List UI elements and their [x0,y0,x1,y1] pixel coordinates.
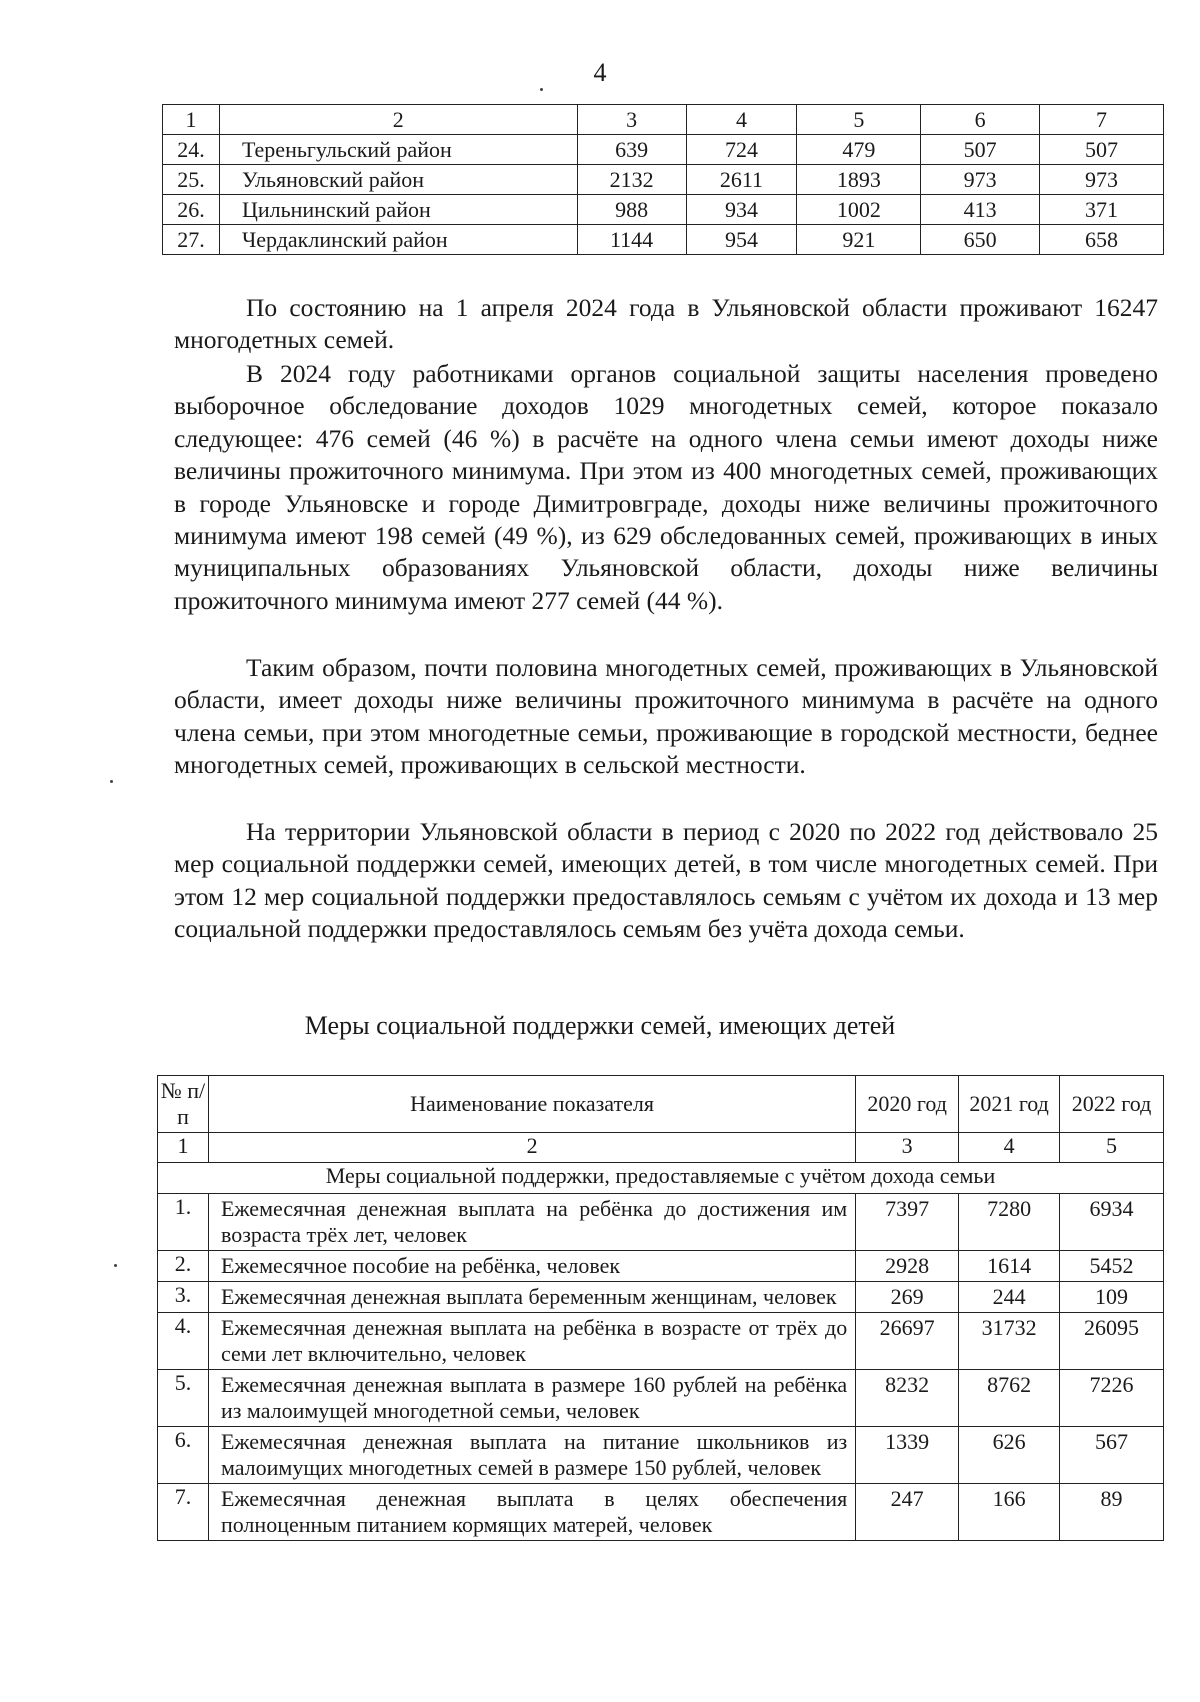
cell-value: 507 [1040,135,1164,165]
cell-value: 724 [686,135,797,165]
cell-value: 1144 [577,225,686,255]
value-2022: 7226 [1060,1370,1164,1427]
row-number: 7. [158,1484,209,1541]
page-number: 4 [593,58,607,87]
cell-value: 934 [686,195,797,225]
value-2022: 6934 [1060,1194,1164,1251]
scan-speck [110,780,113,783]
region-name: Ульяновский район [219,165,577,195]
row-number: 5. [158,1370,209,1427]
table-row [163,225,1164,255]
row-number: 4. [158,1313,209,1370]
value-2022: 89 [1060,1484,1164,1541]
table-row [163,135,1164,165]
cell-value: 413 [921,195,1040,225]
section-title: Меры социальной поддержки, предоставляемые с учётом дохода семьи [158,1163,1164,1194]
paragraph [174,816,1158,946]
row-number: 27. [163,225,220,255]
header-cell: 7 [1040,105,1164,135]
value-2021: 626 [959,1427,1060,1484]
column-number: 5 [1060,1133,1164,1163]
cell-value: 1002 [797,195,921,225]
header-2020: 2020 год [856,1076,959,1133]
table-row [163,165,1164,195]
table-row [158,1282,1164,1313]
paragraph [174,652,1158,782]
regions-table [162,104,1164,255]
measure-name: Ежемесячная денежная выплата в целях обеспечения полноценным питанием кормящих матерей, человек [208,1484,855,1541]
table-row [158,1427,1164,1484]
region-name: Чердаклинский район [219,225,577,255]
cell-value: 973 [921,165,1040,195]
table-row [163,195,1164,225]
value-2022: 109 [1060,1282,1164,1313]
scan-speck [114,1264,117,1267]
paragraph-text: На территории Ульяновской области в период с 2020 по 2022 год действовало 25 мер социальной поддержки семей, имеющих детей, в том числе многодетных семей. При этом 12 мер социальной поддержки предоставлялось семьям с учётом их дохода и 13 мер социальной поддержки предоставлялось семьям без учёта дохода семьи. [174,817,1158,944]
value-2021: 244 [959,1282,1060,1313]
cell-value: 2611 [686,165,797,195]
cell-value: 921 [797,225,921,255]
measure-name: Ежемесячное пособие на ребёнка, человек [208,1251,855,1282]
cell-value: 371 [1040,195,1164,225]
header-cell: 4 [686,105,797,135]
header-cell: 6 [921,105,1040,135]
cell-value: 988 [577,195,686,225]
header-num: № п/п [158,1076,209,1133]
table-row [158,1313,1164,1370]
row-number: 6. [158,1427,209,1484]
value-2020: 8232 [856,1370,959,1427]
column-number: 3 [856,1133,959,1163]
paragraph [174,292,1158,357]
cell-value: 1893 [797,165,921,195]
cell-value: 954 [686,225,797,255]
measure-name: Ежемесячная денежная выплата на питание школьников из малоимущих многодетных семей в размере 150 рублей, человек [208,1427,855,1484]
header-cell: 2 [219,105,577,135]
measure-name: Ежемесячная денежная выплата на ребёнка до достижения им возраста трёх лет, человек [208,1194,855,1251]
header-2022: 2022 год [1060,1076,1164,1133]
table-row [158,1194,1164,1251]
value-2021: 1614 [959,1251,1060,1282]
value-2022: 26095 [1060,1313,1164,1370]
measure-name: Ежемесячная денежная выплата в размере 160 рублей на ребёнка из малоимущей многодетной семьи, человек [208,1370,855,1427]
table-row [158,1484,1164,1541]
value-2022: 567 [1060,1427,1164,1484]
cell-value: 639 [577,135,686,165]
cell-value: 479 [797,135,921,165]
column-number: 1 [158,1133,209,1163]
value-2020: 1339 [856,1427,959,1484]
header-cell: 5 [797,105,921,135]
header-2021: 2021 год [959,1076,1060,1133]
row-number: 3. [158,1282,209,1313]
value-2022: 5452 [1060,1251,1164,1282]
column-number: 4 [959,1133,1060,1163]
region-name: Цильнинский район [219,195,577,225]
support-measures-table [157,1075,1164,1541]
value-2021: 31732 [959,1313,1060,1370]
row-number: 2. [158,1251,209,1282]
paragraph-text: Таким образом, почти половина многодетных семей, проживающих в Ульяновской области, имеет доходы ниже величины прожиточного минимума в расчёте на одного члена семьи, при этом многодетные семьи, проживающие в городской местности, беднее многодетных семей, проживающих в сельской местности. [174,653,1158,780]
header-cell: 3 [577,105,686,135]
value-2020: 269 [856,1282,959,1313]
row-number: 24. [163,135,220,165]
header-cell: 1 [163,105,220,135]
cell-value: 658 [1040,225,1164,255]
value-2020: 2928 [856,1251,959,1282]
paragraph-text: По состоянию на 1 апреля 2024 года в Ульяновской области проживают 16247 многодетных семей. [174,293,1158,355]
column-number: 2 [208,1133,855,1163]
paragraph-text: В 2024 году работниками органов социальной защиты населения проведено выборочное обследование доходов 1029 многодетных семей, которое показало следующее: 476 семей (46 %) в расчёте на одного члена семьи имеют доходы ниже величины прожиточного минимума. При этом из 400 многодетных семей, проживающих в городе Ульяновске и городе Димитровграде, доходы ниже величины прожиточного минимума имеют 198 семей (49 %), из 629 обследованных семей, проживающих в иных муниципальных образованиях Ульяновской области, доходы ниже величины прожиточного минимума имеют 277 семей (44 %). [174,359,1158,615]
header-name: Наименование показателя [208,1076,855,1133]
cell-value: 973 [1040,165,1164,195]
paragraph [174,358,1158,617]
region-name: Тереньгульский район [219,135,577,165]
cell-value: 2132 [577,165,686,195]
value-2021: 166 [959,1484,1060,1541]
scan-speck [540,88,543,91]
row-number: 1. [158,1194,209,1251]
measure-name: Ежемесячная денежная выплата беременным женщинам, человек [208,1282,855,1313]
row-number: 25. [163,165,220,195]
cell-value: 650 [921,225,1040,255]
value-2020: 247 [856,1484,959,1541]
section-row [158,1163,1164,1194]
table-header-row [158,1076,1164,1133]
column-numbers-row [158,1133,1164,1163]
table-title: Меры социальной поддержки семей, имеющих детей [304,1011,896,1040]
table-header-row [163,105,1164,135]
cell-value: 507 [921,135,1040,165]
measure-name: Ежемесячная денежная выплата на ребёнка в возрасте от трёх до семи лет включительно, человек [208,1313,855,1370]
value-2020: 26697 [856,1313,959,1370]
table-row [158,1370,1164,1427]
value-2021: 8762 [959,1370,1060,1427]
table-row [158,1251,1164,1282]
value-2020: 7397 [856,1194,959,1251]
value-2021: 7280 [959,1194,1060,1251]
row-number: 26. [163,195,220,225]
